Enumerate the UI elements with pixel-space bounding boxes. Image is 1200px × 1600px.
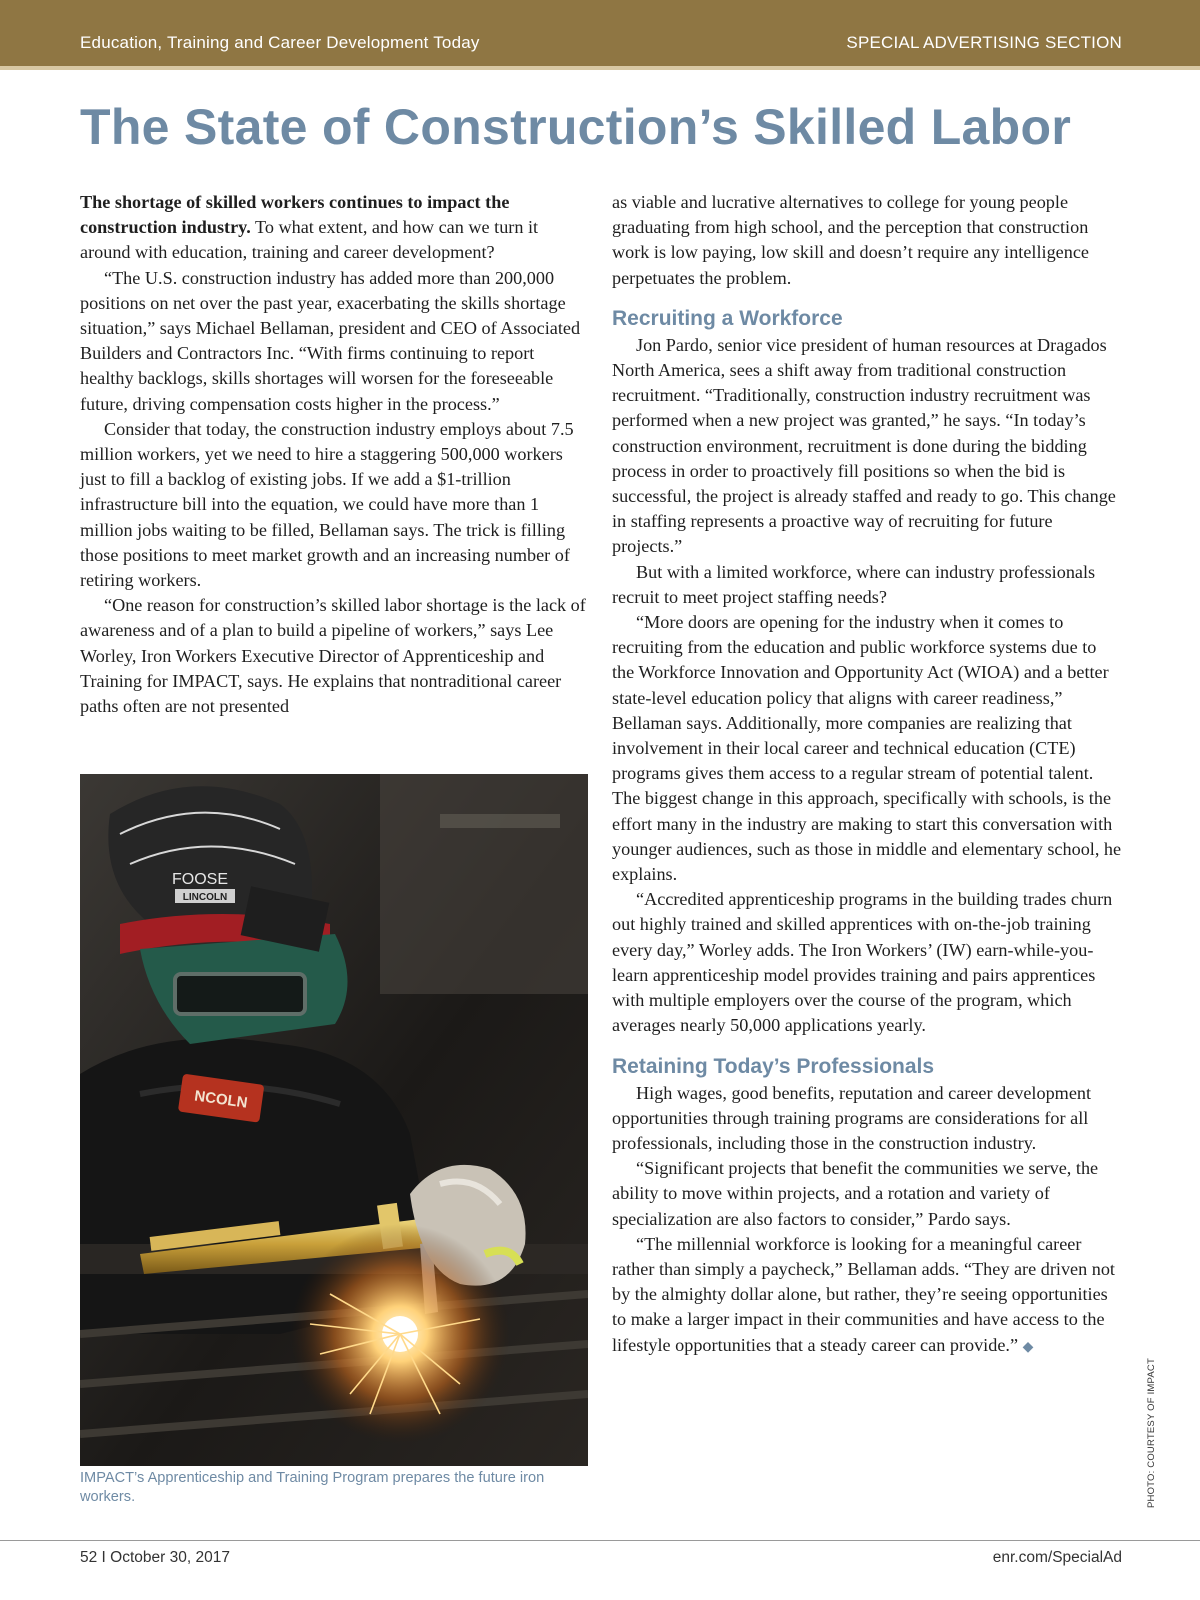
- body-paragraph: “One reason for construction’s skilled labor shortage is the lack of awareness and of a plan to build a pipeline of workers,” says Lee Worley, Iron Workers Executive Director of Apprenticeship and Training for IMPACT, says. He explains that nontraditional career paths often are not presented: [80, 595, 586, 717]
- footer-url[interactable]: enr.com/SpecialAd: [992, 1549, 1122, 1566]
- body-paragraph: “Accredited apprenticeship programs in the building trades churn out highly trained and skilled apprentices with on-the-job training every day,” Worley adds. The Iron Workers’ (IW) earn-while-you-learn apprenticeship model provides training and pairs apprentices with multiple employers over the course of the program, which averages nearly 50,000 applications yearly.: [612, 889, 1113, 1036]
- continued-paragraph: as viable and lucrative alternatives to college for young people graduating from high school, and the perception that construction work is low paying, low skill and doesn’t require any intelligence perpetuates the problem.: [612, 192, 1089, 288]
- body-paragraph: Jon Pardo, senior vice president of human resources at Dragados North America, sees a shift away from traditional construction recruitment. “Traditionally, construction industry recruitment was performed when a new project was granted,” he says. “In today’s construction environment, recruitment is done during the bidding process in order to proactively fill positions so when the bid is successful, the project is already staffed and ready to go. This change in staffing represents a proactive way of recruiting for future projects.”: [612, 334, 1116, 557]
- body-paragraph: But with a limited workforce, where can industry professionals recruit to meet project staffing needs?: [612, 561, 1096, 607]
- lead-bold-text: The shortage of skilled workers continues to impact the construction industry.: [80, 192, 510, 238]
- body-paragraph: “The U.S. construction industry has added more than 200,000 positions on net over the past year, exacerbating the skills shortage situation,” says Michael Bellaman, president and CEO of Associated Builders and Contractors Inc. “With firms continuing to report healthy backlogs, skills shortages will worsen for the foreseeable future, driving compensation costs higher in the process.”: [80, 267, 581, 414]
- article-title: The State of Construction’s Skilled Labor: [80, 99, 1072, 155]
- welder-photo: [80, 774, 588, 1466]
- section-title: Education, Training and Career Development Today: [80, 33, 480, 52]
- photo-caption: IMPACT’s Apprenticeship and Training Program prepares the future iron workers.: [80, 1470, 545, 1505]
- final-paragraph: [612, 1232, 1122, 1360]
- sleeve-label: NCOLN: [193, 1087, 249, 1112]
- lead-text: To what extent, and how can we turn it around with education, training and career development?: [80, 217, 539, 263]
- body-paragraph: Consider that today, the construction industry employs about 7.5 million workers, yet we need to hire a staggering 500,000 workers just to fill a backlog of existing jobs. If we add a $1-trillion infrastructure bill into the equation, we could have more than 1 million jobs waiting to be filled, Bellaman says. The trick is filling those positions to meet market growth and an increasing number of retiring workers.: [80, 418, 574, 591]
- helmet-label: LINCOLN: [182, 892, 228, 903]
- footer-rule: [0, 1540, 1200, 1541]
- end-mark-icon: ◆: [1022, 1339, 1034, 1355]
- page-number-date: 52 I October 30, 2017: [80, 1549, 230, 1566]
- final-paragraph-text: “The millennial workforce is looking for a meaningful career rather than simply a paycheck,” Bellaman adds. “They are driven not by the almighty dollar alone, but rather, they’re seeing opportunities to make a larger impact in their communities and have access to the lifestyle opportunities that a steady career can provide.”: [612, 1233, 1115, 1355]
- lead-paragraph: [80, 190, 588, 266]
- subhead-retaining: Retaining Today’s Professionals: [612, 1054, 935, 1078]
- body-paragraph: “Significant projects that benefit the communities we serve, the ability to move within projects, and a rotation and variety of specialization are also factors to consider,” Pardo says.: [612, 1158, 1099, 1229]
- left-column: [80, 190, 588, 719]
- body-paragraph: High wages, good benefits, reputation and career development opportunities through training programs are considerations for all professionals, including those in the construction industry.: [612, 1082, 1092, 1153]
- right-column: [612, 190, 1122, 1360]
- helmet-brand: FOOSE: [171, 871, 229, 888]
- header-rule: [0, 66, 1200, 70]
- photo-credit: PHOTO: COURTESY OF IMPACT: [1146, 1358, 1157, 1508]
- welder-illustration: [80, 774, 588, 1466]
- body-paragraph: “More doors are opening for the industry when it comes to recruiting from the education and public workforce systems due to the Workforce Innovation and Opportunity Act (WIOA) and a better state-level education policy that aligns with career readiness,” Bellaman says. Additionally, more companies are realizing that involvement in their local career and technical education (CTE) programs gives them access to a regular stream of potential talent. The biggest change in this approach, specifically with schools, is the effort many in the industry are making to start this conversation with younger audiences, such as those in middle and elementary school, he explains.: [612, 612, 1122, 885]
- advertising-label: SPECIAL ADVERTISING SECTION: [846, 33, 1122, 52]
- subhead-recruiting: Recruiting a Workforce: [612, 306, 843, 330]
